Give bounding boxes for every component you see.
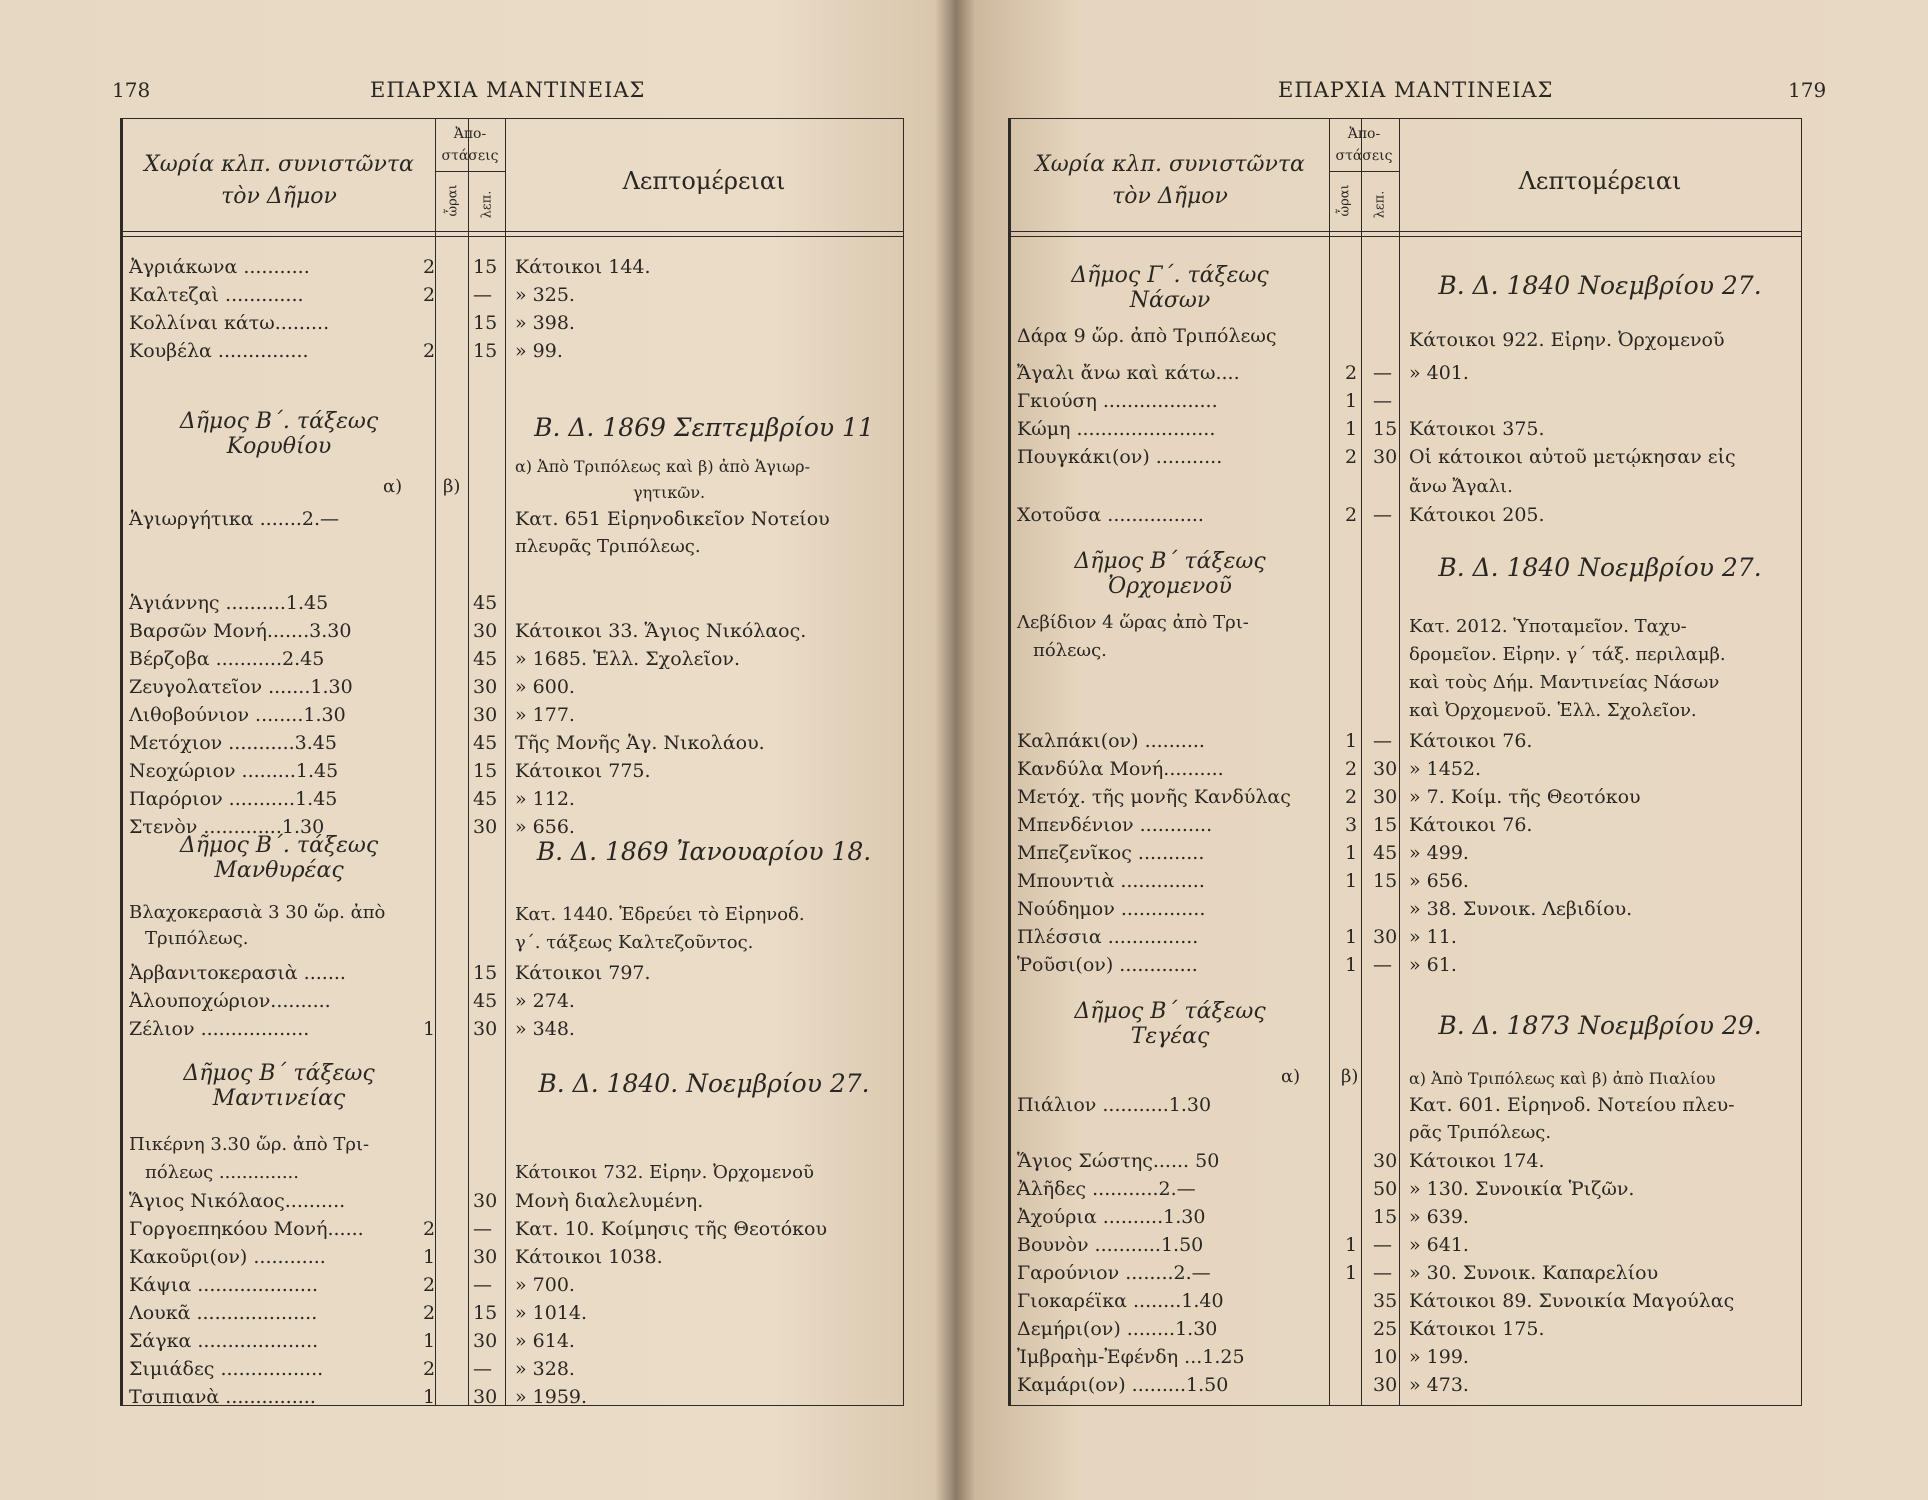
decree-date: Β. Δ. 1869 Ἰανουαρίου 18. (536, 837, 872, 866)
detail-text: Κάτοικοι 775. (515, 760, 651, 782)
minutes-value: 30 (473, 1190, 498, 1212)
hours-value: 1 (1345, 1234, 1358, 1256)
place-name: Πλέσσια ............... (1017, 926, 1199, 948)
table-row (123, 1015, 903, 1043)
minutes-value: 25 (1373, 1318, 1398, 1340)
hours-value: 2 (423, 340, 436, 362)
hours-value: 1 (1345, 390, 1358, 412)
place-name: Σιμιάδες ................. (129, 1358, 324, 1380)
table-row (1011, 867, 1801, 895)
place-name: Ἁγιάννης ..........1.45 (129, 592, 329, 614)
place-name: Ἀρβανιτοκερασιὰ ....... (129, 962, 346, 984)
hours-value: 2 (423, 284, 436, 306)
section-title: Δῆμος Γ΄. τάξεως Νάσων (1071, 263, 1269, 313)
left-page (0, 0, 950, 1500)
place-name: Βέρζοβα ...........2.45 (129, 648, 325, 670)
place-name: Στενὸν .............1.30 (129, 816, 325, 838)
hours-value: 1 (423, 1330, 436, 1352)
minutes-value: — (473, 284, 492, 306)
minutes-value: 30 (1373, 1150, 1398, 1172)
detail-text: Κάτοικοι 1038. (515, 1246, 663, 1268)
minutes-value: 30 (1373, 786, 1398, 808)
hours-value: 2 (1345, 758, 1358, 780)
table-row (1011, 895, 1801, 923)
place-name: Ζέλιον .................. (129, 1018, 310, 1040)
minutes-value: 45 (473, 990, 498, 1012)
minutes-value: 30 (1373, 926, 1398, 948)
place-name: Δεμήρι(ον) ........1.30 (1017, 1318, 1218, 1340)
place-name: Μπενδένιον ............ (1017, 814, 1213, 836)
detail-text: » 11. (1409, 926, 1457, 948)
table-row (123, 617, 903, 645)
minutes-value: 45 (473, 592, 498, 614)
table-row (123, 959, 903, 987)
minutes-value: 15 (473, 760, 498, 782)
place-name: Ἄγαλι ἄνω καὶ κάτω.... (1017, 362, 1240, 384)
place-name: Ζευγολατεῖον .......1.30 (129, 676, 353, 698)
section-title: Δῆμος Β΄ τάξεως Ὀρχομενοῦ (1074, 549, 1266, 599)
place-name: Κακοῦρι(ον) ............ (129, 1246, 326, 1268)
detail-text: » 600. (515, 676, 575, 698)
place-name: Μπουντιὰ .............. (1017, 870, 1205, 892)
page-number: 178 (112, 78, 151, 102)
place-name: Ἰμβραὴμ-Ἐφένδη ...1.25 (1017, 1346, 1245, 1368)
table-row (1011, 1231, 1801, 1259)
minutes-value: 30 (473, 1246, 498, 1268)
hours-value: 2 (423, 1358, 436, 1380)
place-name: Τσιπιανὰ ............... (129, 1386, 316, 1408)
minutes-value: 30 (1373, 1374, 1398, 1396)
section-title: Δῆμος Β΄. τάξεως Κορυθίου (179, 409, 379, 459)
hours-value: 1 (1345, 870, 1358, 892)
detail-text: » 641. (1409, 1234, 1469, 1256)
minutes-value: 30 (473, 1386, 498, 1408)
minutes-value: — (473, 1218, 492, 1240)
table-row (123, 785, 903, 813)
table-row (1011, 415, 1801, 443)
table-row: Ἁγιωργήτικα .......2.— Κατ. 651 Εἰρηνοδικεῖον Νοτείου (129, 508, 830, 530)
place-name: Ἀγριάκωνα ........... (129, 256, 310, 278)
place-name: Πουγκάκι(ον) ........... (1017, 446, 1223, 468)
place-name: Λουκᾶ .................... (129, 1302, 318, 1324)
table-row (1011, 755, 1801, 783)
place-name: Γοργοεπηκόου Μονή...... (129, 1218, 364, 1240)
place-name: Ῥοῦσι(ον) ............. (1017, 954, 1198, 976)
table-row (123, 1299, 903, 1327)
detail-text: Κάτοικοι 76. (1409, 814, 1533, 836)
place-name: Καλπάκι(ον) .......... (1017, 730, 1205, 752)
place-name: Γαρούνιον ........2.— (1017, 1262, 1211, 1284)
detail-text: » 328. (515, 1358, 575, 1380)
minutes-value: 30 (1373, 446, 1398, 468)
place-name: Κολλίναι κάτω......... (129, 312, 330, 334)
minutes-value: 30 (473, 1330, 498, 1352)
page-header: ΕΠΑΡΧΙΑ ΜΑΝΤΙΝΕΙΑΣ (1278, 78, 1554, 102)
detail-text: » 1014. (515, 1302, 588, 1324)
minutes-value: — (1373, 390, 1392, 412)
detail-text: Οἱ κάτοικοι αὐτοῦ μετῴκησαν εἰς (1409, 446, 1736, 468)
hours-value: 1 (423, 1018, 436, 1040)
table-row (123, 729, 903, 757)
minutes-value: 30 (473, 704, 498, 726)
hours-value: 1 (1345, 418, 1358, 440)
detail-text: » 614. (515, 1330, 575, 1352)
detail-text: » 99. (515, 340, 563, 362)
place-name: Ἀχούρια ..........1.30 (1017, 1206, 1206, 1228)
place-name: Μπεζενῖκος ........... (1017, 842, 1205, 864)
place-name: Παρόριον ...........1.45 (129, 788, 338, 810)
table-row (123, 1243, 903, 1271)
minutes-value: 10 (1373, 1346, 1398, 1368)
minutes-value: 30 (1373, 758, 1398, 780)
table-row (123, 1187, 903, 1215)
minutes-value: — (1373, 954, 1392, 976)
table-row (123, 281, 903, 309)
table-row: Πιάλιον ...........1.30 Κατ. 601. Εἰρηνοδ. Νοτείου πλευ- (1017, 1094, 1735, 1116)
table-row: Χοτοῦσα ................ 2 — Κάτοικοι 205. (1017, 504, 1545, 526)
minutes-value: 15 (1373, 418, 1398, 440)
table-row (1011, 951, 1801, 979)
place-name: Σάγκα .................... (129, 1330, 319, 1352)
table-row (1011, 1175, 1801, 1203)
detail-text: » 274. (515, 990, 575, 1012)
minutes-value: 15 (1373, 814, 1398, 836)
place-name: Γιοκαρέϊκα ........1.40 (1017, 1290, 1224, 1312)
section-title: Δῆμος Β΄ τάξεως Τεγέας (1074, 999, 1266, 1049)
table-row (123, 701, 903, 729)
col-villages-header: Χωρία κλπ. συνιστῶντα τὸν Δῆμον (1035, 152, 1305, 209)
detail-text: » 61. (1409, 954, 1457, 976)
place-name: Κάψια .................... (129, 1274, 319, 1296)
minutes-value: — (473, 1274, 492, 1296)
minutes-value: — (473, 1358, 492, 1380)
col-details-header: Λεπτομέρειαι (622, 167, 786, 195)
detail-text: » 401. (1409, 362, 1469, 384)
table-row (123, 589, 903, 617)
detail-text: » 7. Κοίμ. τῆς Θεοτόκου (1409, 786, 1641, 808)
table-row (1011, 1315, 1801, 1343)
detail-text: » 473. (1409, 1374, 1469, 1396)
table-row (1011, 359, 1801, 387)
detail-text: Κάτοικοι 797. (515, 962, 651, 984)
place-name: Ἀλουποχώριον.......... (129, 990, 331, 1012)
detail-text: » 348. (515, 1018, 575, 1040)
detail-text: » 1685. Ἑλλ. Σχολεῖον. (515, 648, 740, 670)
minutes-value: 15 (1373, 1206, 1398, 1228)
detail-text: » 656. (515, 816, 575, 838)
minutes-value: 15 (1373, 870, 1398, 892)
hours-value: 1 (1345, 954, 1358, 976)
hours-value: 1 (1345, 1262, 1358, 1284)
minutes-value: — (1373, 362, 1392, 384)
section-title: Δῆμος Β΄. τάξεως Μανθυρέας (179, 833, 379, 883)
minutes-value: 15 (473, 340, 498, 362)
col-hours-header: ὧραι (1337, 184, 1353, 217)
place-name: Ἅγιος Σώστης...... 50 (1017, 1150, 1220, 1172)
hours-value: 2 (423, 256, 436, 278)
place-name: Ἅγιος Νικόλαος.......... (129, 1190, 346, 1212)
minutes-value: 15 (473, 962, 498, 984)
place-name: Βουνὸν ...........1.50 (1017, 1234, 1204, 1256)
detail-text: Τῆς Μονῆς Ἁγ. Νικολάου. (515, 732, 765, 754)
minutes-value: 30 (473, 816, 498, 838)
place-name: Καμάρι(ον) .........1.50 (1017, 1374, 1229, 1396)
detail-text: » 199. (1409, 1346, 1469, 1368)
minutes-value: 45 (473, 648, 498, 670)
minutes-value: 45 (473, 788, 498, 810)
table-row (123, 309, 903, 337)
col-minutes-header: λεπ. (479, 190, 495, 219)
gazetteer-table: Χωρία κλπ. συνιστῶντα τὸν Δῆμον Ἀπο- στάσεις ὧραι λεπ. Λεπτομέρειαι Ἀγριάκωνα ........... 2 15 Κάτοικοι 144. Καλτεζαὶ ............. 2 — » 325. Κολλίναι κάτω......... 15 » 398. Κουβέλα ............... 2 15 » 99. Δῆμος Β΄. τάξεως Κορυθίου α) β) Β. Δ. 1869 Σεπτεμβρίου 11 α) Ἀπὸ Τριπόλεως καὶ β) ἀπὸ Ἁγιωρ- γητικῶν. Ἁγιωργήτικα .......2.— Κατ. 651 Εἰρηνοδικεῖον Νοτείου πλευρᾶς Τριπόλεως. Ἁγιάννης ..........1.45 45 Βαρσῶν Μονή.......3.30 30 Κάτοικοι 33. Ἅγιος Νικόλαος. Βέρζοβα ...........2.45 45 » 1685. Ἑλλ. Σχολεῖον. Ζευγολατεῖον .......1.30 30 » 600. Λιθοβούνιον ........1.30 30 » 177. Μετόχιον ...........3.45 45 Τῆς Μονῆς Ἁγ. Νικολάου. Νεοχώριον .........1.45 15 Κάτοικοι 775. Παρόριον ...........1.45 45 » 112. Στενὸν .............1.30 30 » 656. Δῆμος Β΄. τάξεως Μανθυρέας Β. Δ. 1869 Ἰανουαρίου 18. Βλαχοκερασιὰ 3 30 ὥρ. ἀπὸ Τριπόλεως. Κατ. 1440. Ἑδρεύει τὸ Εἰρηνοδ. γ΄. τάξεως Καλτεζοῦντος. Ἀρβανιτοκερασιὰ ....... 15 Κάτοικοι 797. Ἀλουποχώριον.......... 45 » 274. Ζέλιον .................. 1 30 » 348. Δῆμος Β΄ τάξεως Μαντινείας Β. Δ. 1840. Νοεμβρίου 27. Πικέρνη 3.30 ὥρ. ἀπὸ Τρι- πόλεως .............. Κάτοικοι 732. Εἰρην. Ὀρχομενοῦ Ἅγιος Νικόλαος.......... 30 Μονὴ διαλελυμένη. Γοργοεπηκόου Μονή...... 2 — Κατ. 10. Κοίμησις τῆς Θεοτόκου Κακοῦρι(ον) ............ 1 30 Κάτοικοι 1038. Κάψια .................... 2 — » 700. Λουκᾶ .................... 2 15 » 1014. Σάγκα .................... 1 30 » 614. Σιμιάδες ................. 2 — » 328. Τσιπιανὰ ............... 1 30 » 1959. (120, 118, 904, 1406)
minutes-value: — (1373, 1234, 1392, 1256)
detail-text: Κάτοικοι 375. (1409, 418, 1545, 440)
table-row (1011, 1147, 1801, 1175)
decree-date: Β. Δ. 1840 Νοεμβρίου 27. (1438, 271, 1762, 300)
table-row (1011, 387, 1801, 415)
minutes-value: 15 (473, 256, 498, 278)
table-row (1011, 1343, 1801, 1371)
detail-text: » 639. (1409, 1206, 1469, 1228)
minutes-value: 15 (473, 1302, 498, 1324)
place-name: Βαρσῶν Μονή.......3.30 (129, 620, 352, 642)
detail-text: » 177. (515, 704, 575, 726)
table-row (1011, 839, 1801, 867)
minutes-value: 30 (473, 676, 498, 698)
table-row (123, 757, 903, 785)
table-row (123, 645, 903, 673)
minutes-value: 35 (1373, 1290, 1398, 1312)
minutes-value: 30 (473, 1018, 498, 1040)
right-page (978, 0, 1928, 1500)
decree-date: Β. Δ. 1840 Νοεμβρίου 27. (1438, 553, 1762, 582)
hours-value: 1 (1345, 730, 1358, 752)
place-name: Κουβέλα ............... (129, 340, 309, 362)
table-row (1011, 1371, 1801, 1399)
table-row (123, 1383, 903, 1411)
detail-text: » 112. (515, 788, 575, 810)
hours-value: 1 (1345, 842, 1358, 864)
hours-value: 2 (1345, 362, 1358, 384)
place-name: Μετόχ. τῆς μονῆς Κανδύλας (1017, 786, 1291, 808)
minutes-value: 45 (473, 732, 498, 754)
hours-value: 1 (423, 1386, 436, 1408)
detail-text: Κάτοικοι 144. (515, 256, 651, 278)
minutes-value: 15 (473, 312, 498, 334)
place-name: Κανδύλα Μονή.......... (1017, 758, 1224, 780)
detail-text: » 38. Συνοικ. Λεβιδίου. (1409, 898, 1633, 920)
table-row (1011, 783, 1801, 811)
table-row (123, 1271, 903, 1299)
table-row (1011, 811, 1801, 839)
col-minutes-header: λεπ. (1372, 190, 1388, 219)
hours-value: 2 (423, 1302, 436, 1324)
table-row (1011, 1287, 1801, 1315)
hours-value: 2 (423, 1218, 436, 1240)
detail-text: Κάτοικοι 89. Συνοικία Μαγούλας (1409, 1290, 1735, 1312)
place-name: Νούδημον .............. (1017, 898, 1206, 920)
detail-text: Κάτοικοι 76. (1409, 730, 1533, 752)
decree-date: Β. Δ. 1869 Σεπτεμβρίου 11 (534, 413, 874, 442)
place-name: Κώμη ....................... (1017, 418, 1216, 440)
detail-text: » 1452. (1409, 758, 1482, 780)
place-name: Ἀλῆδες ...........2.— (1017, 1178, 1196, 1200)
detail-text: » 325. (515, 284, 575, 306)
detail-text: Κάτοικοι 175. (1409, 1318, 1545, 1340)
table-row (123, 1327, 903, 1355)
section-title: Δῆμος Β΄ τάξεως Μαντινείας (183, 1061, 375, 1111)
place-name: Λιθοβούνιον ........1.30 (129, 704, 346, 726)
col-villages-header: Χωρία κλπ. συνιστῶντα τὸν Δῆμον (144, 152, 414, 209)
col-hours-header: ὧραι (445, 184, 461, 217)
detail-text: » 130. Συνοικία Ῥιζῶν. (1409, 1178, 1635, 1200)
detail-text: Μονὴ διαλελυμένη. (515, 1190, 704, 1212)
page-number: 179 (1788, 78, 1827, 102)
table-row (123, 337, 903, 365)
col-distance-header: Ἀπο- στάσεις (1335, 126, 1393, 164)
detail-text: » 30. Συνοικ. Καπαρελίου (1409, 1262, 1659, 1284)
detail-text: » 1959. (515, 1386, 588, 1408)
gazetteer-table: Χωρία κλπ. συνιστῶντα τὸν Δῆμον Ἀπο- στάσεις ὧραι λεπ. Λεπτομέρειαι Δῆμος Γ΄. τάξεως Νάσων Β. Δ. 1840 Νοεμβρίου 27. Δάρα 9 ὥρ. ἀπὸ Τριπόλεως Κάτοικοι 922. Εἰρην. Ὀρχομενοῦ Ἄγαλι ἄνω καὶ κάτω.... 2 — » 401. Γκιούση ................... 1 — Κώμη ....................... 1 15 Κάτοικοι 375. Πουγκάκι(ον) ........... 2 30 Οἱ κάτοικοι αὐτοῦ μετῴκησαν εἰς ἄνω Ἄγαλι. Χοτοῦσα ................ 2 — Κάτοικοι 205. Δῆμος Β΄ τάξεως Ὀρχομενοῦ Β. Δ. 1840 Νοεμβρίου 27. Λεβίδιον 4 ὥρας ἀπὸ Τρι- πόλεως. Κατ. 2012. Ὑποταμεῖον. Ταχυ- δρομεῖον. Εἰρην. γ΄ τάξ. περιλαμβ. καὶ τοὺς Δήμ. Μαντινείας Νάσων καὶ Ὀρχομενοῦ. Ἑλλ. Σχολεῖον. Καλπάκι(ον) .......... 1 — Κάτοικοι 76. Κανδύλα Μονή.......... 2 30 » 1452. Μετόχ. τῆς μονῆς Κανδύλας 2 30 » 7. Κοίμ. τῆς Θεοτόκου Μπενδένιον ............ 3 15 Κάτοικοι 76. Μπεζενῖκος ........... 1 45 » 499. Μπουντιὰ .............. 1 15 » 656. Νούδημον .............. » 38. Συνοικ. Λεβιδίου. Πλέσσια ............... 1 30 » 11. Ῥοῦσι(ον) ............. 1 — » 61. Δῆμος Β΄ τάξεως Τεγέας Β. Δ. 1873 Νοεμβρίου 29. α) β) α) Ἀπὸ Τριπόλεως καὶ β) ἀπὸ Πιαλίου Πιάλιον ...........1.30 Κατ. 601. Εἰρηνοδ. Νοτείου πλευ- ρᾶς Τριπόλεως. Ἅγιος Σώστης...... 50 30 Κάτοικοι 174. Ἀλῆδες ...........2.— 50 » 130. Συνοικία Ῥιζῶν. Ἀχούρια ..........1.30 15 » 639. Βουνὸν ...........1.50 1 — » 641. Γαρούνιον ........2.— 1 — » 30. Συνοικ. Καπαρελίου Γιοκαρέϊκα ........1.40 35 Κάτοικοι 89. Συνοικία Μαγούλας Δεμήρι(ον) ........1.30 25 Κάτοικοι 175. Ἰμβραὴμ-Ἐφένδη ...1.25 10 » 199. Καμάρι(ον) .........1.50 30 » 473. (1008, 118, 1802, 1406)
hours-value: 2 (423, 1274, 436, 1296)
decree-date: Β. Δ. 1873 Νοεμβρίου 29. (1438, 1011, 1762, 1040)
decree-date: Β. Δ. 1840. Νοεμβρίου 27. (538, 1069, 870, 1098)
hours-value: 1 (1345, 926, 1358, 948)
detail-text: » 398. (515, 312, 575, 334)
table-row (123, 253, 903, 281)
minutes-value: — (1373, 1262, 1392, 1284)
place-name: Καλτεζαὶ ............. (129, 284, 304, 306)
minutes-value: — (1373, 730, 1392, 752)
detail-text: » 656. (1409, 870, 1469, 892)
place-name: Γκιούση ................... (1017, 390, 1218, 412)
table-row (123, 987, 903, 1015)
minutes-value: 45 (1373, 842, 1398, 864)
table-row (1011, 923, 1801, 951)
hours-value: 2 (1345, 446, 1358, 468)
table-row (1011, 727, 1801, 755)
detail-text: » 700. (515, 1274, 575, 1296)
place-name: Μετόχιον ...........3.45 (129, 732, 337, 754)
table-row (123, 1215, 903, 1243)
detail-text: Κάτοικοι 174. (1409, 1150, 1545, 1172)
hours-value: 2 (1345, 786, 1358, 808)
table-row (123, 673, 903, 701)
hours-value: 3 (1345, 814, 1358, 836)
minutes-value: 50 (1373, 1178, 1398, 1200)
table-row (1011, 443, 1801, 471)
detail-text: » 499. (1409, 842, 1469, 864)
col-details-header: Λεπτομέρειαι (1518, 167, 1682, 195)
table-row (1011, 1259, 1801, 1287)
page-header: ΕΠΑΡΧΙΑ ΜΑΝΤΙΝΕΙΑΣ (370, 78, 646, 102)
detail-text: Κάτοικοι 33. Ἅγιος Νικόλαος. (515, 620, 807, 642)
detail-text: Κατ. 10. Κοίμησις τῆς Θεοτόκου (515, 1218, 828, 1240)
hours-value: 1 (423, 1246, 436, 1268)
table-row (1011, 1203, 1801, 1231)
col-distance-header: Ἀπο- στάσεις (441, 126, 499, 164)
table-row (123, 1355, 903, 1383)
minutes-value: 30 (473, 620, 498, 642)
place-name: Νεοχώριον .........1.45 (129, 760, 339, 782)
